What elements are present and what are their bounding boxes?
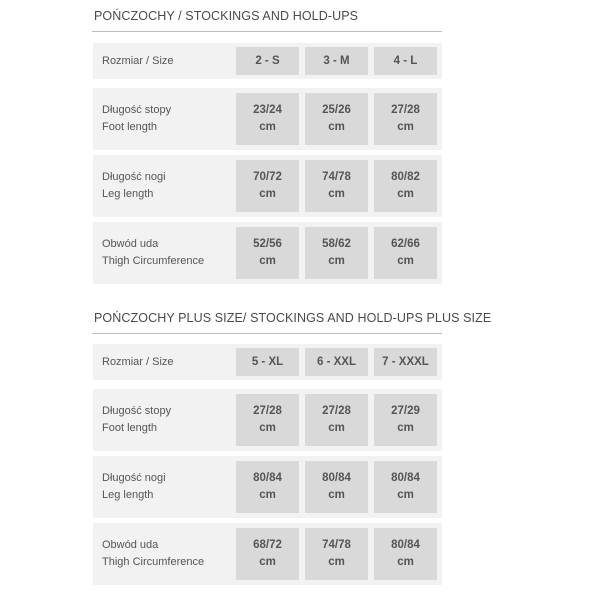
cell-value: 27/29 <box>391 405 420 417</box>
label-en: Thigh Circumference <box>102 556 205 568</box>
size-cell <box>374 348 437 376</box>
cell-value: 7 - XXXL <box>382 355 429 368</box>
measure-cell <box>236 394 299 446</box>
cell-value: 70/72 <box>253 171 282 183</box>
cell-unit: cm <box>328 422 345 434</box>
cell-unit: cm <box>259 121 276 133</box>
cell-unit: cm <box>397 489 414 501</box>
label-en: Foot length <box>102 121 158 133</box>
row-label <box>102 88 171 150</box>
cell-value: 23/24 <box>253 104 282 116</box>
cell-value: 62/66 <box>391 238 420 250</box>
cell-value: 5 - XL <box>251 355 284 368</box>
size-cell <box>236 47 299 75</box>
cell-value: 3 - M <box>323 54 350 67</box>
label-pl: Obwód uda <box>102 539 159 551</box>
label-en: Leg length <box>102 188 154 200</box>
cell-value: 27/28 <box>253 405 282 417</box>
cell-unit: cm <box>328 556 345 568</box>
cell-value: 80/84 <box>391 472 420 484</box>
table-row-leg-length <box>93 155 442 217</box>
label-pl: Rozmiar / Size <box>102 355 174 368</box>
cell-value: 80/84 <box>322 472 351 484</box>
row-label <box>102 456 166 518</box>
cell-unit: cm <box>397 121 414 133</box>
measure-cell <box>374 461 437 513</box>
label-pl: Długość stopy <box>102 104 172 116</box>
size-cell <box>305 348 368 376</box>
cell-unit: cm <box>328 121 345 133</box>
measure-cell <box>305 227 368 279</box>
label-pl: Długość stopy <box>102 405 172 417</box>
measure-cell <box>374 160 437 212</box>
cell-unit: cm <box>259 255 276 267</box>
cell-value: 25/26 <box>322 104 351 116</box>
measure-cell <box>236 227 299 279</box>
measure-cell <box>374 227 437 279</box>
cell-unit: cm <box>397 556 414 568</box>
cell-value: 6 - XXL <box>317 355 356 368</box>
table-row-thigh-circumference <box>93 523 442 585</box>
cell-value: 2 - S <box>255 54 280 67</box>
cell-value: 58/62 <box>322 238 351 250</box>
cell-value: 4 - L <box>393 54 418 67</box>
measure-cell <box>236 160 299 212</box>
label-en: Foot length <box>102 422 158 434</box>
cell-unit: cm <box>328 255 345 267</box>
section-divider <box>92 31 442 32</box>
cell-value: 80/84 <box>391 539 420 551</box>
table-row-size <box>93 43 442 79</box>
cell-unit: cm <box>259 422 276 434</box>
size-cell <box>236 348 299 376</box>
cell-unit: cm <box>397 255 414 267</box>
table-row-foot-length <box>93 88 442 150</box>
measure-cell <box>374 528 437 580</box>
measure-cell <box>236 528 299 580</box>
cell-unit: cm <box>397 422 414 434</box>
cell-value: 27/28 <box>322 405 351 417</box>
measure-cell <box>305 93 368 145</box>
cell-unit: cm <box>328 188 345 200</box>
label-pl: Rozmiar / Size <box>102 54 174 67</box>
row-label <box>102 43 174 79</box>
label-pl: Długość nogi <box>102 171 166 183</box>
cell-value: 68/72 <box>253 539 282 551</box>
label-pl: Obwód uda <box>102 238 159 250</box>
cell-unit: cm <box>259 188 276 200</box>
row-label <box>102 222 204 284</box>
cell-unit: cm <box>397 188 414 200</box>
cell-value: 27/28 <box>391 104 420 116</box>
measure-cell <box>305 528 368 580</box>
measure-cell <box>236 461 299 513</box>
table-row-leg-length <box>93 456 442 518</box>
row-label <box>102 523 204 585</box>
measure-cell <box>305 461 368 513</box>
label-pl: Długość nogi <box>102 472 166 484</box>
section-divider <box>92 333 442 334</box>
row-label <box>102 155 166 217</box>
label-en: Leg length <box>102 489 154 501</box>
cell-unit: cm <box>259 489 276 501</box>
cell-unit: cm <box>259 556 276 568</box>
measure-cell <box>236 93 299 145</box>
row-label <box>102 344 174 380</box>
measure-cell <box>374 93 437 145</box>
section-title-stockings-plus-size: POŃCZOCHY PLUS SIZE/ STOCKINGS AND HOLD-UPS PLUS SIZE <box>94 311 492 325</box>
cell-value: 74/78 <box>322 539 351 551</box>
measure-cell <box>374 394 437 446</box>
cell-value: 74/78 <box>322 171 351 183</box>
cell-unit: cm <box>328 489 345 501</box>
cell-value: 52/56 <box>253 238 282 250</box>
measure-cell <box>305 160 368 212</box>
table-row-size <box>93 344 442 380</box>
size-cell <box>374 47 437 75</box>
size-cell <box>305 47 368 75</box>
measure-cell <box>305 394 368 446</box>
cell-value: 80/84 <box>253 472 282 484</box>
label-en: Thigh Circumference <box>102 255 205 267</box>
table-row-thigh-circumference <box>93 222 442 284</box>
cell-value: 80/82 <box>391 171 420 183</box>
table-row-foot-length <box>93 389 442 451</box>
section-title-stockings: POŃCZOCHY / STOCKINGS AND HOLD-UPS <box>94 9 359 23</box>
row-label <box>102 389 171 451</box>
